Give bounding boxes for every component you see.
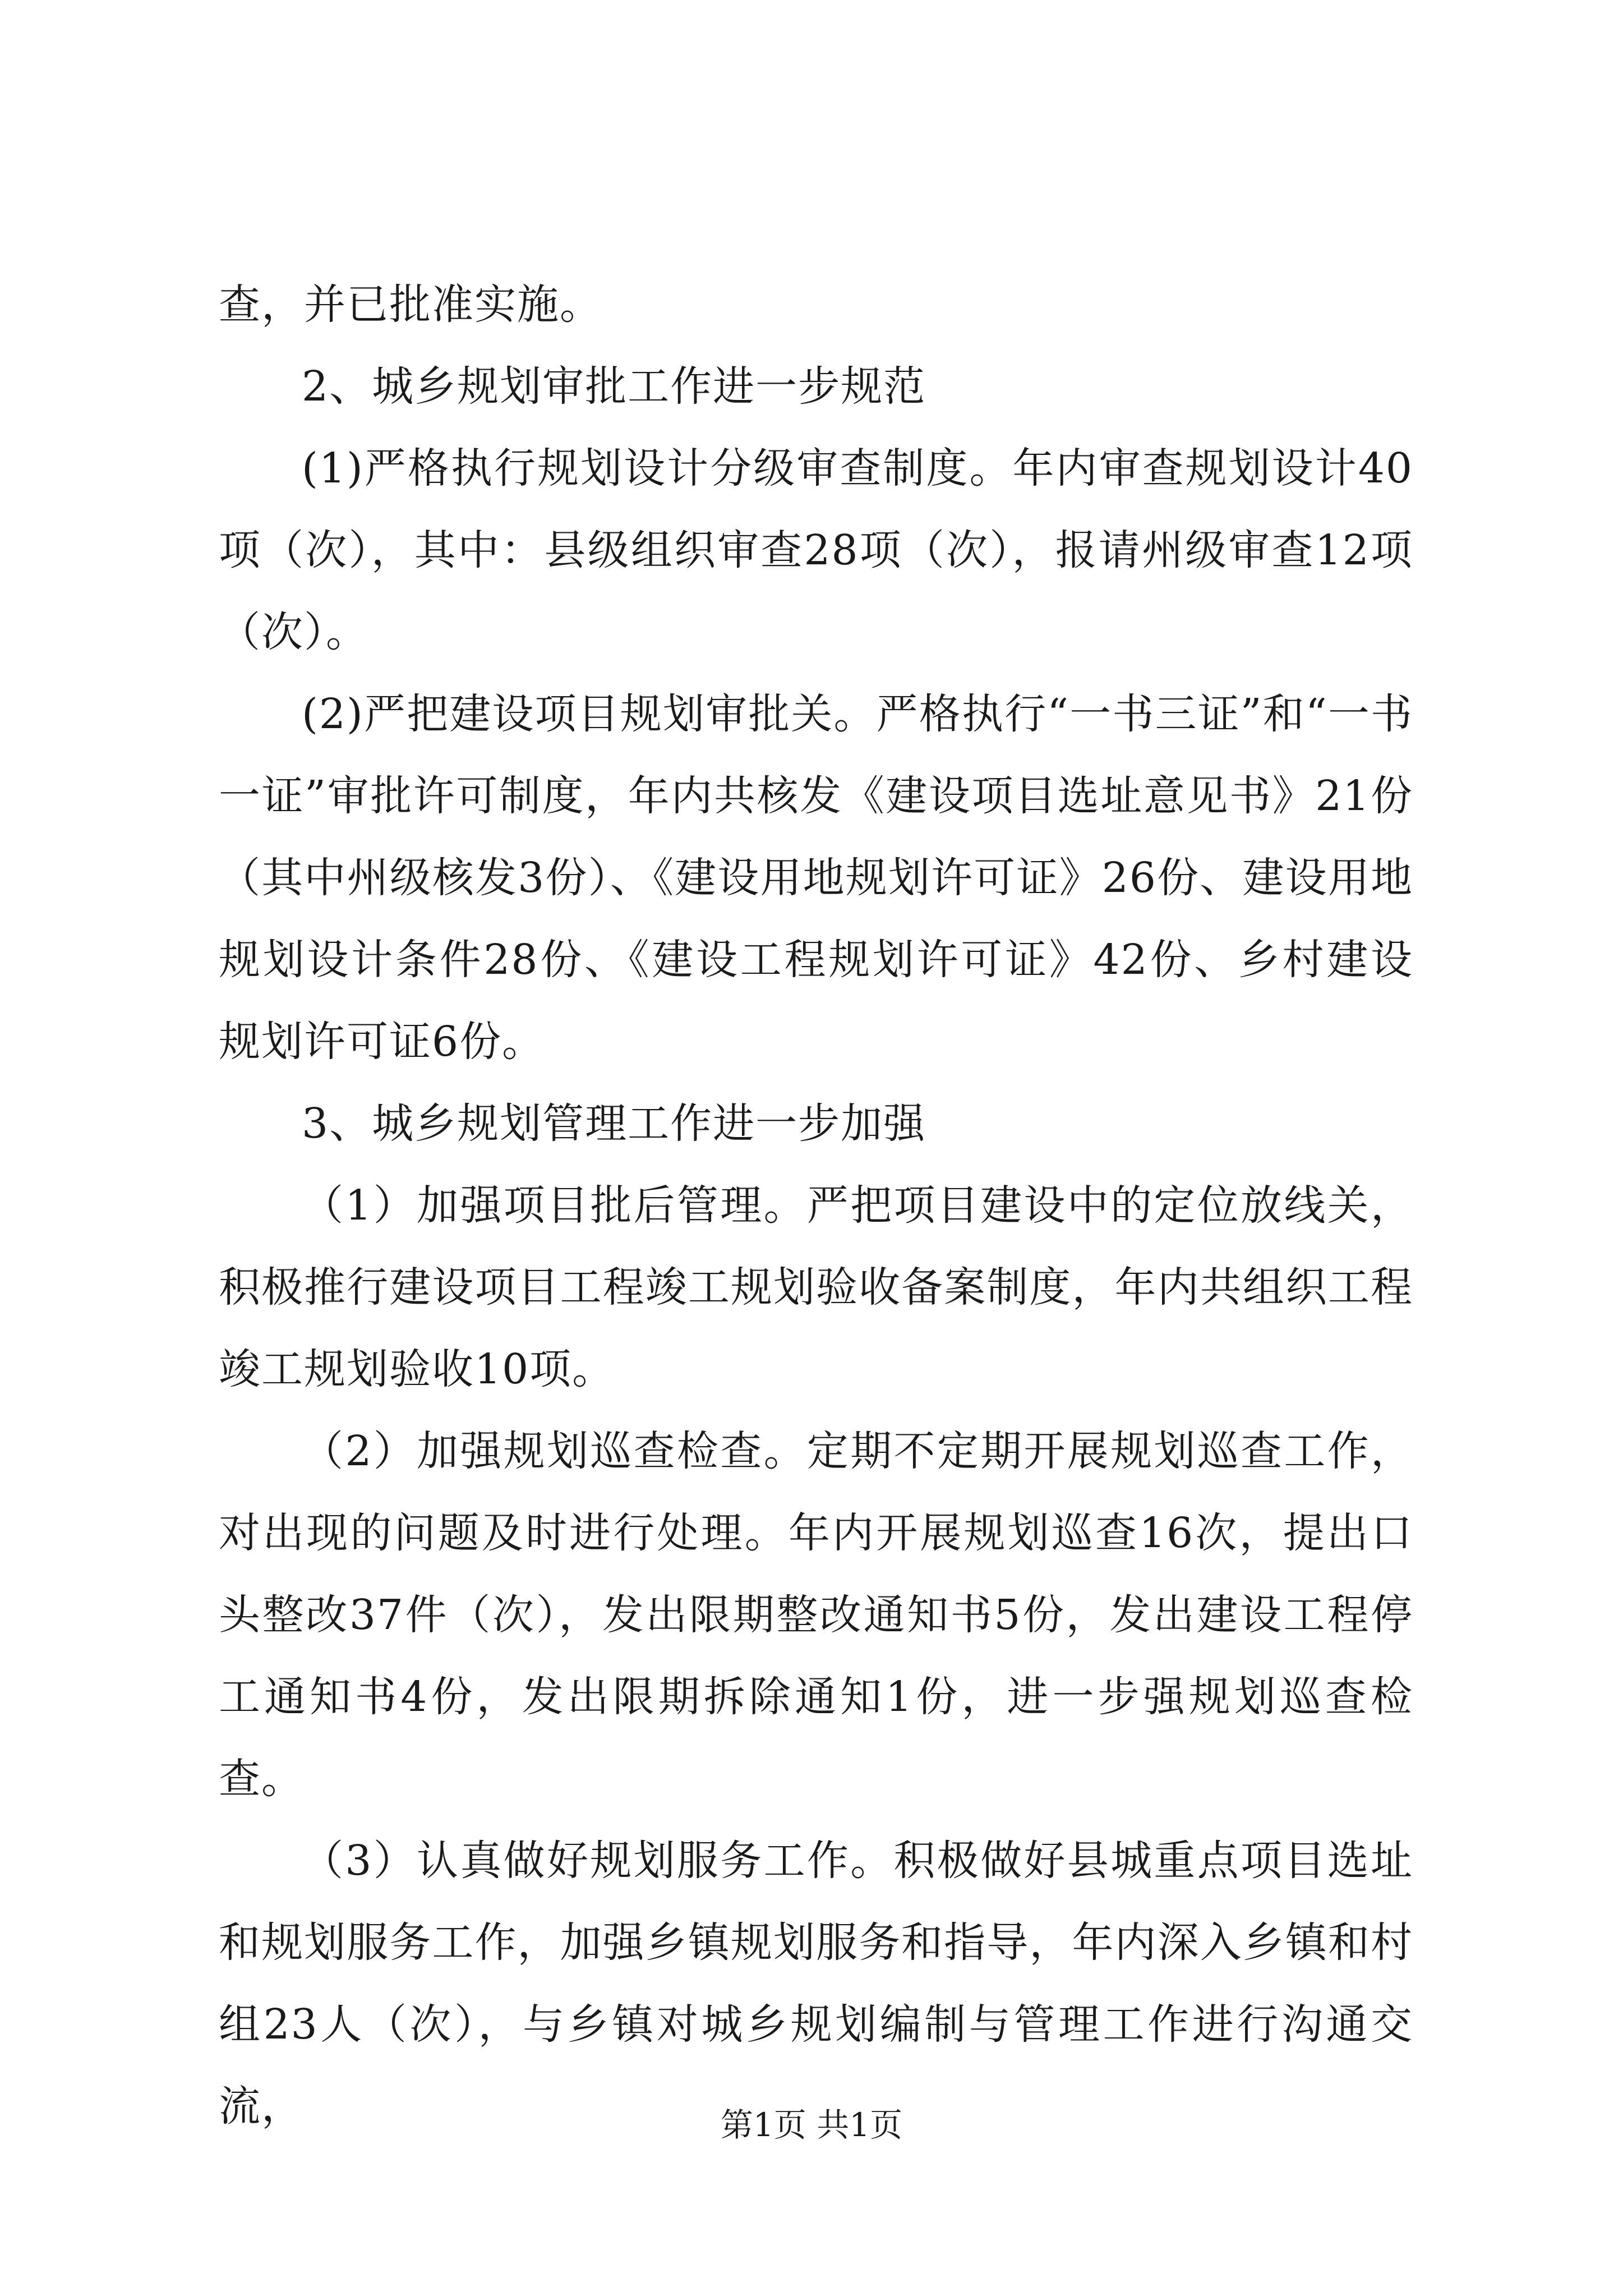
page-footer: 第1页 共1页 — [720, 2106, 903, 2144]
document-body — [219, 264, 1413, 2147]
section-heading-3: 3、城乡规划管理工作进一步加强 — [302, 1099, 926, 1148]
paragraph-review-system: (1)严格执行规划设计分级审查制度。年内审查规划设计40项（次），其中：县级组织审查28项（次），报请州级审查12项（次）。 — [219, 444, 1413, 656]
paragraph-post-approval: （1）加强项目批后管理。严把项目建设中的定位放线关，积极推行建设项目工程竣工规划验收备案制度，年内共组织工程竣工规划验收10项。 — [219, 1181, 1413, 1393]
paragraph-planning-service: （3）认真做好规划服务工作。积极做好县城重点项目选址和规划服务工作，加强乡镇规划服务和指导，年内深入乡镇和村组23人（次），与乡镇对城乡规划编制与管理工作进行沟通交流， — [219, 1837, 1413, 2131]
paragraph-inspection: （2）加强规划巡查检查。定期不定期开展规划巡查工作，对出现的问题及时进行处理。年内开展规划巡查16次，提出口头整改37件（次），发出限期整改通知书5份，发出建设工程停工通知书4份，发出限期拆除通知1份，进一步强规划巡查检查。 — [219, 1427, 1413, 1803]
paragraph-continuation: 查，并已批准实施。 — [219, 280, 602, 329]
paragraph-approval-control: (2)严把建设项目规划审批关。严格执行“一书三证”和“一书一证”审批许可制度，年内共核发《建设项目选址意见书》21份（其中州级核发3份）、《建设用地规划许可证》26份、建设用地规划设计条件28份、《建设工程规划许可证》42份、乡村建设规划许可证6份。 — [219, 690, 1413, 1066]
section-heading-2: 2、城乡规划审批工作进一步规范 — [302, 362, 926, 411]
